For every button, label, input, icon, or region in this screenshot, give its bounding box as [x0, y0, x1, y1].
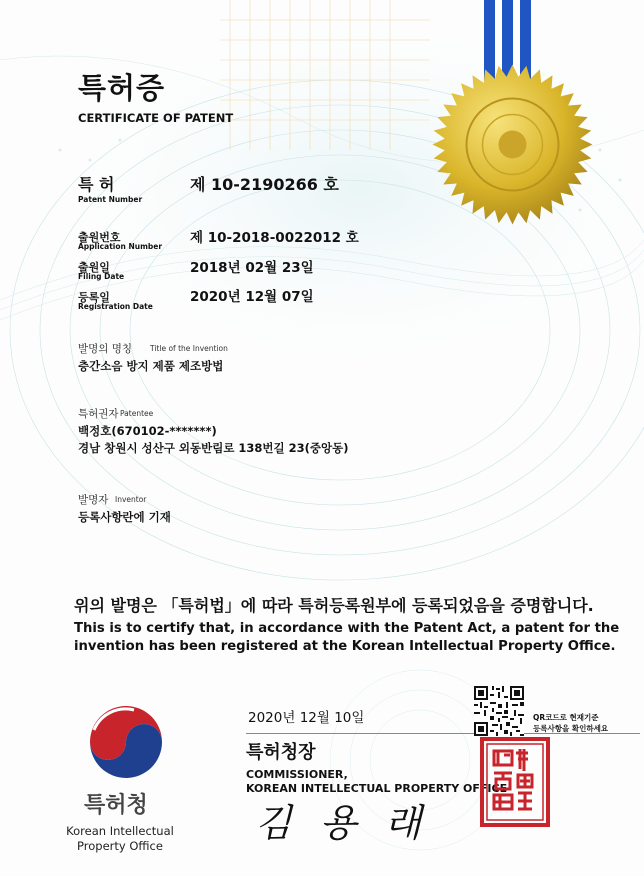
registration-date-value: 2020년 12월 07일	[190, 289, 314, 305]
invention-title-value: 층간소음 방지 제품 제조방법	[78, 359, 224, 373]
qr-code-icon[interactable]	[474, 686, 524, 736]
gold-seal-icon	[430, 62, 595, 227]
filing-date-label-en: Filing Date	[78, 272, 125, 281]
inventor-label-en: Inventor	[115, 495, 147, 504]
official-stamp-icon	[480, 737, 550, 827]
commissioner-title-en-2: KOREAN INTELLECTUAL PROPERTY OFFICE	[246, 782, 508, 795]
application-number-value: 제 10-2018-0022012 호	[190, 230, 359, 246]
inventor-label: 발명자	[78, 494, 109, 506]
invention-title-label-en: Title of the Invention	[150, 344, 228, 353]
office-name-en-2: Property Office	[77, 839, 163, 853]
certification-text-ko: 위의 발명은 「특허법」에 따라 특허등록원부에 등록되었음을 증명합니다.	[74, 596, 594, 615]
patentee-label-en: Patentee	[120, 409, 154, 418]
certificate-title: 특허증	[78, 71, 166, 105]
patentee-name: 백정호(670102-*******)	[78, 424, 217, 438]
office-name-en-1: Korean Intellectual	[66, 824, 174, 838]
commissioner-title-ko: 특허청장	[246, 742, 316, 763]
certification-text-en-2: invention has been registered at the Korean Intellectual Property Office.	[74, 639, 616, 654]
filing-date-label: 출원일	[78, 261, 110, 274]
commissioner-signature: 김 용 래	[255, 801, 430, 845]
inventor-value: 등록사항란에 기재	[78, 510, 171, 524]
patentee-label: 특허권자	[78, 408, 119, 420]
taegeuk-logo-icon	[84, 700, 168, 784]
invention-title-label: 발명의 명칭	[78, 343, 133, 355]
patent-number-label: 특 허	[78, 175, 115, 194]
qr-note-line2: 등록사항을 확인하세요	[533, 724, 609, 733]
patent-number-label-en: Patent Number	[78, 195, 143, 204]
patent-number-value: 제 10-2190266 호	[190, 175, 339, 194]
certification-text-en-1: This is to certify that, in accordance with the Patent Act, a patent for the	[74, 621, 620, 636]
filing-date-value: 2018년 02월 23일	[190, 260, 314, 276]
certificate-subtitle: CERTIFICATE OF PATENT	[78, 111, 234, 125]
registration-date-label-en: Registration Date	[78, 302, 153, 311]
application-number-label-en: Application Number	[78, 242, 163, 251]
issue-date: 2020년 12월 10일	[248, 710, 365, 726]
office-name-ko: 특허청	[84, 793, 148, 818]
application-number-label: 출원번호	[78, 231, 121, 244]
patentee-address: 경남 창원시 성산구 외동반림로 138번길 23(중앙동)	[78, 441, 349, 455]
registration-date-label: 등록일	[78, 291, 110, 304]
qr-note-line1: QR코드로 현재기준	[533, 713, 599, 722]
commissioner-title-en-1: COMMISSIONER,	[246, 768, 348, 781]
